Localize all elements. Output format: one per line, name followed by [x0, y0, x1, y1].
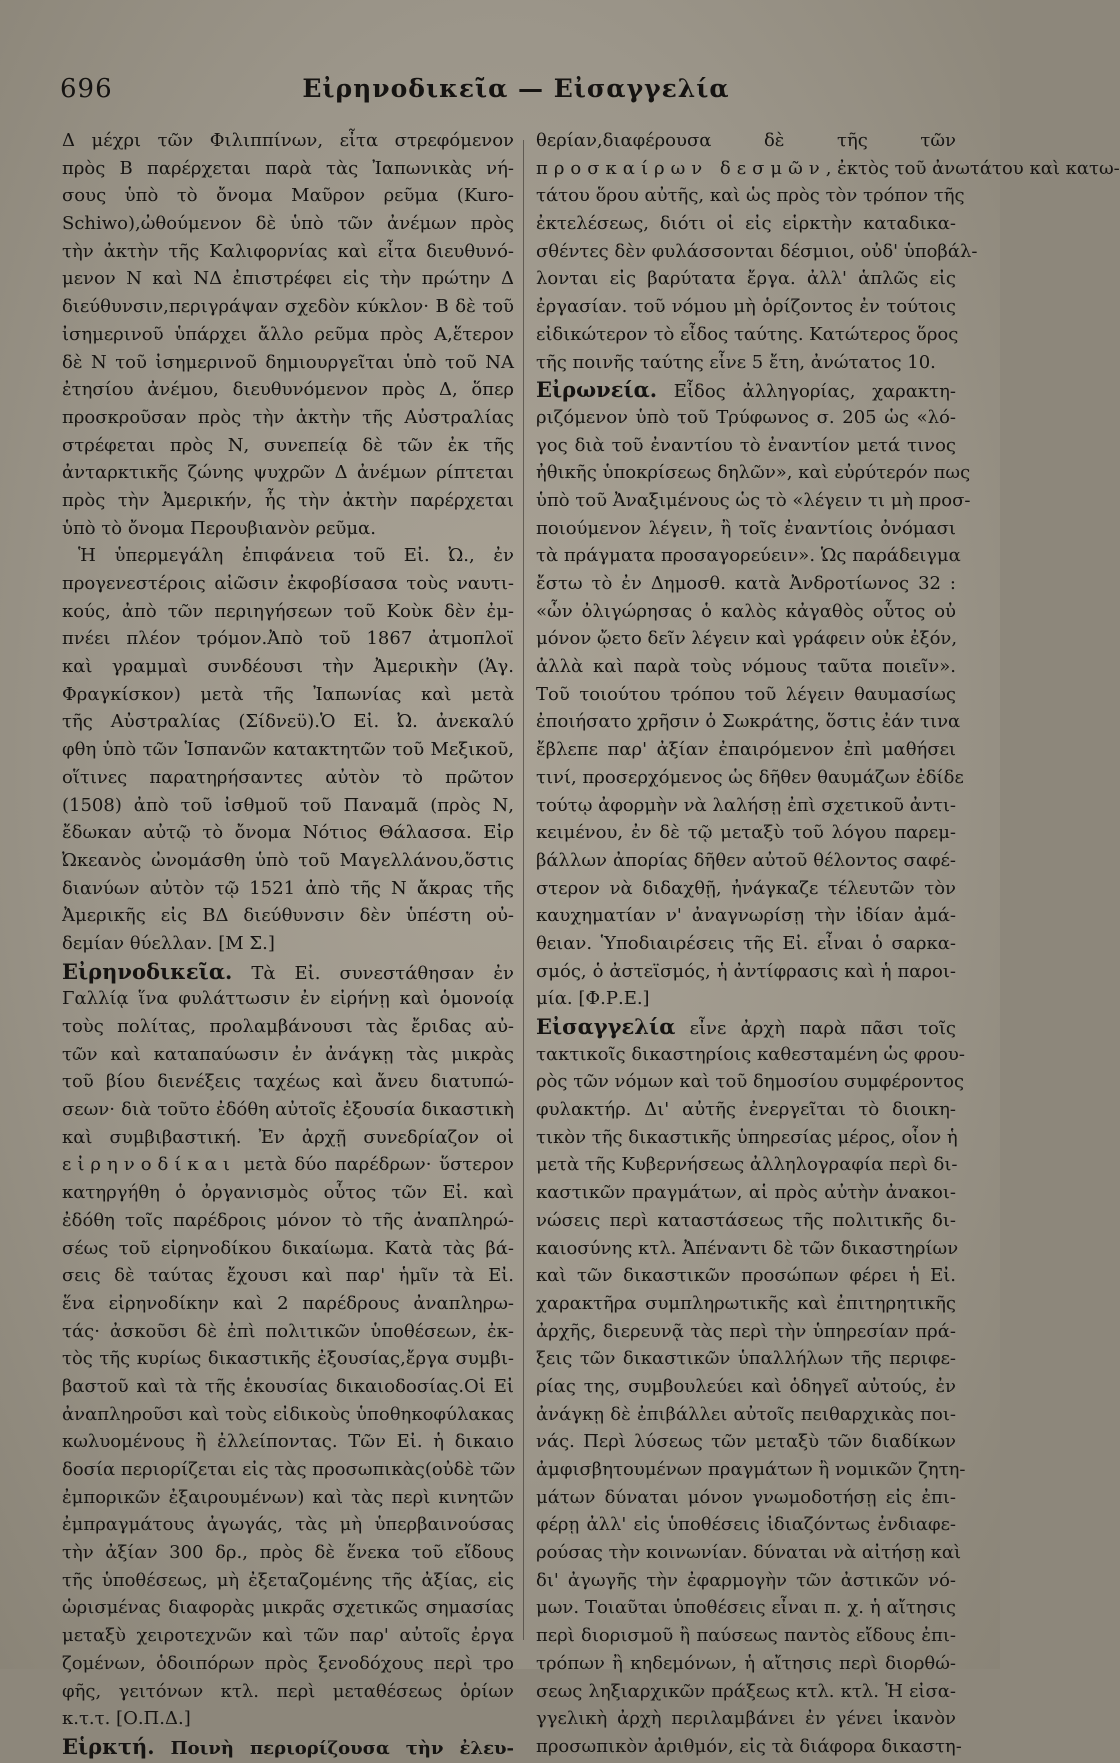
- line-text: Τὰ Εἰ. συνεστάθησαν ἐν: [232, 962, 514, 984]
- text-line: [536, 1678, 956, 1706]
- line-text: χαρακτῆρα συμπληρωτικῆς καὶ ἐπιτηρητικῆς: [536, 1292, 956, 1314]
- text-line: [62, 238, 514, 266]
- text-line: [62, 376, 514, 404]
- text-line: [62, 542, 514, 570]
- line-text: ὡρισμένας διαφορὰς μικρᾶς σχετικῶς σημασίας: [62, 1597, 514, 1619]
- text-line: [536, 1401, 956, 1429]
- line-text: βάλλων ἀπορίας δῆθεν αὐτοῦ θέλοντος σαφέ-: [536, 849, 956, 871]
- line-text: τῆς Αὐστραλίας (Σίδνεϋ).Ὁ Εἰ. Ὠ. ἀνεκαλύ: [62, 711, 514, 733]
- text-line: [536, 349, 956, 377]
- text-line: [536, 265, 956, 293]
- page-number: 696: [60, 74, 113, 104]
- line-text: καυχηματίαν ν' ἀναγνωρίσῃ τὴν ἰδίαν ἀμά-: [536, 905, 956, 927]
- line-text: τρόπων ἢ κηδεμόνων, ἡ αἴτησις περὶ διορθώ-: [536, 1652, 956, 1674]
- line-text: Δ μέχρι τῶν Φιλιππίνων, εἶτα στρεφόμενον: [62, 130, 514, 151]
- line-text: εἰδικώτερον τὸ εἶδος ταύτης. Κατώτερος ὅρος: [536, 323, 959, 345]
- line-text: δὲ Ν τοῦ ἰσημερινοῦ δημιουργεῖται ὑπὸ τοῦ ΝΑ: [62, 351, 514, 373]
- entry-headword: Εἰρωνεία.: [536, 377, 658, 403]
- line-text: τῆς ὑποθέσεως, μὴ ἐξεταζομένης τῆς ἀξίας, εἰς: [62, 1569, 514, 1591]
- text-line: [536, 1207, 956, 1235]
- line-text: προσκροῦσαν πρὸς τὴν ἀκτὴν τῆς Αὐστραλίας: [62, 406, 514, 428]
- line-text: ζομένων, ὁδοιπόρων πρὸς ξενοδόχους περὶ τρο: [62, 1652, 514, 1674]
- line-text: ἔδωκαν αὐτῷ τὸ ὄνομα Νότιος Θάλασσα. Εἰρ: [62, 822, 514, 844]
- line-text: κ.τ.τ. [Ο.Π.Δ.]: [62, 1708, 191, 1730]
- line-text: κούς, ἀπὸ τῶν περιηγήσεων τοῦ Κοὺκ δὲν ἐμ-: [62, 600, 514, 622]
- line-text: σθέντες δὲν φυλάσσονται δέσμιοι, οὐδ' ὑποβάλ-: [536, 240, 978, 262]
- text-line: [62, 182, 514, 210]
- text-line: [62, 432, 514, 460]
- line-text: στερον νὰ διδαχθῇ, ἠνάγκαζε τέλευτῶν τὸν: [536, 877, 956, 899]
- line-text: τάτου ὅρου αὐτῆς, καὶ ὡς πρὸς τὸν τρόπον τῆς: [536, 185, 965, 207]
- line-text: μετὰ τῆς Κυβερνήσεως ἀλληλογραφία περὶ δι-: [536, 1154, 958, 1176]
- text-line: [536, 681, 956, 709]
- text-line: [536, 875, 956, 903]
- text-line: [62, 321, 514, 349]
- line-text: ξεις τῶν δικαστικῶν ὑπαλλήλων τῆς περιφε-: [536, 1348, 956, 1370]
- line-text: σμός, ὁ ἀστεϊσμός, ἡ ἀντίφρασις καὶ ἡ παροι-: [536, 960, 956, 982]
- line-text: μετὰ δύο παρέδρων· ὕστερον: [235, 1154, 514, 1176]
- line-text: κατηργήθη ὁ ὀργανισμὸς οὗτος τῶν Εἰ. καὶ: [62, 1182, 514, 1204]
- text-line: [62, 349, 514, 377]
- line-text: ἐκτελέσεως, διότι οἱ εἰς εἱρκτὴν καταδικα-: [536, 213, 956, 235]
- text-line: [536, 321, 959, 349]
- line-text: τὴν ἀξίαν 300 δρ., πρὸς δὲ ἕνεκα τοῦ εἴδους: [62, 1542, 514, 1564]
- text-line: [536, 902, 956, 930]
- text-line: [536, 1594, 956, 1622]
- line-text: Εἶδος ἀλληγορίας, χαρακτη-: [657, 381, 956, 403]
- line-text: καὶ γραμμαὶ συνδέουσι τὴν Ἀμερικὴν (Ἁγ.: [62, 656, 514, 678]
- line-text: ἕνα εἰρηνοδίκην καὶ 2 παρέδρους ἀναπληρω-: [62, 1292, 514, 1314]
- text-line: [536, 1373, 956, 1401]
- line-text: θερίαν,διαφέρουσα δὲ τῆς τῶν: [536, 130, 956, 151]
- left-column: [62, 127, 516, 1759]
- text-line: [62, 653, 514, 681]
- line-text: θειαν. Ὑποδιαιρέσεις τῆς Εἰ. εἶναι ὁ σαρκα-: [536, 932, 956, 954]
- line-text: σεων· διὰ τοῦτο ἐδόθη αὐτοῖς ἐξουσία δικαστικὴ: [62, 1099, 514, 1121]
- text-line: [536, 182, 965, 210]
- text-line: [536, 708, 961, 736]
- text-line: [62, 1484, 514, 1512]
- text-line: [62, 708, 514, 736]
- text-line: [536, 1179, 956, 1207]
- line-text: τινί, προσερχόμενος ὡς δῆθεν θαυμάζων ἐδίδε: [536, 766, 964, 788]
- line-text: ρίας της, συμβουλεύει καὶ ὁδηγεῖ αὐτούς, ἐν: [536, 1375, 956, 1397]
- line-text: γος διὰ τοῦ ἐναντίου τὸ ἐναντίον μετά τινος: [536, 434, 956, 456]
- line-text: ἐδόθη τοῖς παρέδροις μόνον τὸ τῆς ἀναπληρώ-: [62, 1209, 514, 1231]
- text-line: [62, 1262, 514, 1290]
- text-line: [536, 1041, 965, 1069]
- line-text: τῆς ποινῆς ταύτης εἶνε 5 ἔτη, ἀνώτατος 10.: [536, 351, 936, 373]
- text-line: [536, 1068, 965, 1096]
- line-text: τοῦ βίου διενέξεις ταχέως καὶ ἄνευ διατυπώ-: [62, 1071, 514, 1093]
- column-divider: [523, 140, 524, 1640]
- text-line: [62, 293, 514, 321]
- line-text: δεμίαν θύελλαν. [Μ Σ.]: [62, 932, 275, 954]
- line-text: κειμένου, ἐν δὲ τῷ μεταξὺ τοῦ λόγου παρεμ-: [536, 822, 956, 844]
- line-text: εἶνε ἀρχὴ παρὰ πᾶσι τοῖς: [675, 1018, 956, 1039]
- text-line: [536, 1484, 956, 1512]
- text-line: [62, 1733, 514, 1761]
- text-line: [536, 1650, 956, 1678]
- line-text: τικὸν τῆς δικαστικῆς ὑπηρεσίας μέρος, οἷον ἡ: [536, 1126, 958, 1148]
- line-text: τὸς τῆς κυρίως δικαστικῆς ἐξουσίας,ἔργα συμβι-: [62, 1348, 514, 1370]
- line-text: γγελικὴ ἀρχὴ περιλαμβάνει ἐν γένει ἱκανὸν: [536, 1708, 956, 1730]
- text-line: [62, 1290, 514, 1318]
- line-text: ἠθικῆς ὑποκρίσεως δηλῶν», καὶ εὐρύτερόν πως: [536, 462, 971, 484]
- text-line: [536, 210, 956, 238]
- line-text: τοὺς πολίτας, προλαμβάνουσι τὰς ἔριδας αὐ-: [62, 1016, 514, 1037]
- line-text: οἵτινες παρατηρήσαντες αὐτὸν τὸ πρῶτον: [62, 766, 514, 788]
- line-text: μεταξὺ χειροτεχνῶν καὶ τῶν παρ' αὐτοῖς ἐργα: [62, 1625, 514, 1647]
- text-line: [62, 1013, 514, 1041]
- text-line: [62, 736, 514, 764]
- line-text: σους ὑπὸ τὸ ὄνομα Μαῦρον ρεῦμα (Kuro-: [62, 185, 514, 207]
- text-line: [536, 930, 956, 958]
- line-text: τάς· ἀσκοῦσι δὲ ἐπὶ πολιτικῶν ὑποθέσεων, ἐκ-: [62, 1320, 514, 1342]
- text-line: [536, 432, 956, 460]
- line-text: τῶν καὶ καταπαύωσιν ἐν ἀνάγκῃ τὰς μικρὰς: [62, 1043, 514, 1065]
- text-line: [62, 487, 514, 515]
- text-line: [536, 376, 956, 404]
- line-text: Ἡ ὑπερμεγάλη ἐπιφάνεια τοῦ Εἰ. Ὠ., ἐν: [78, 545, 514, 567]
- line-text: , ἐκτὸς τοῦ ἀνωτάτου καὶ κατω-: [825, 157, 1120, 179]
- line-text: ἀναπληροῦσι καὶ τοὺς εἰδικοὺς ὑποθηκοφύλακας: [62, 1403, 514, 1425]
- text-line: [536, 515, 956, 543]
- line-text: μία. [Φ.Ρ.Ε.]: [536, 988, 650, 1010]
- text-line: [62, 265, 514, 293]
- line-text: καὶ τῶν δικαστικῶν προσώπων φέρει ἡ Εἰ.: [536, 1265, 956, 1287]
- line-text: καστικῶν πραγμάτων, αἱ πρὸς αὐτὴν ἀνακοι-: [536, 1182, 956, 1204]
- text-line: [536, 1705, 956, 1733]
- text-line: [536, 1096, 956, 1124]
- line-text: Schiwo),ὠθούμενον δὲ ὑπὸ τῶν ἀνέμων πρὸς: [62, 213, 514, 235]
- line-text: πρὸς Β παρέρχεται παρὰ τὰς Ἰαπωνικὰς νή-: [62, 157, 514, 179]
- line-text: τακτικοῖς δικαστηρίοις καθεσταμένη ὡς φρου-: [536, 1043, 965, 1065]
- text-line: [536, 598, 956, 626]
- line-text: μόνον ᾤετο δεῖν λέγειν καὶ γράφειν οὐκ ἐξόν,: [536, 628, 958, 650]
- line-text: καὶ συμβιβαστική. Ἐν ἀρχῇ συνεδρίαζον οἱ: [62, 1126, 514, 1148]
- line-text: μενον Ν καὶ ΝΔ ἐπιστρέφει εἰς τὴν πρώτην Δ: [62, 268, 514, 290]
- text-line: [62, 930, 514, 958]
- text-line: [62, 819, 514, 847]
- text-line: [62, 404, 514, 432]
- line-text: ἐποιήσατο χρῆσιν ὁ Σωκράτης, ὅστις ἐάν τινα: [536, 711, 961, 733]
- text-line: [536, 819, 956, 847]
- line-text: νώσεις περὶ καταστάσεως τῆς πολιτικῆς δι-: [536, 1209, 956, 1231]
- line-text: Γαλλίᾳ ἵνα φυλάττωσιν ἐν εἰρήνῃ καὶ ὁμονοίᾳ: [62, 988, 514, 1010]
- text-line: [62, 1594, 514, 1622]
- text-line: [536, 764, 964, 792]
- line-text: φέρῃ ἀλλ' εἰς ὑποθέσεις ἰδιαζόντως ἐνδιαφε-: [536, 1514, 956, 1536]
- text-line: [62, 570, 514, 598]
- line-text: καιοσύνης κτλ. Ἀπέναντι δὲ τῶν δικαστηρίων: [536, 1237, 959, 1259]
- line-text: ἐμπορικῶν ἐξαιρουμένων) καὶ τὰς περὶ κινητῶν: [62, 1486, 514, 1508]
- text-line: [536, 1262, 956, 1290]
- text-line: [536, 847, 956, 875]
- text-line: [62, 1456, 514, 1484]
- text-line: [62, 1124, 514, 1152]
- line-text: Ποινὴ περιορίζουσα τὴν ἐλευ-: [154, 1737, 514, 1759]
- line-text: ριζόμενον ὑπὸ τοῦ Τρύφωνος σ. 205 ὡς «λό-: [536, 406, 956, 428]
- line-text: βαστοῦ καὶ τὰ τῆς ἑκουσίας δικαιοδοσίας.Οἱ Εἰ: [62, 1375, 514, 1397]
- text-line: [536, 736, 956, 764]
- spaced-text: εἰρηνοδίκαι: [62, 1154, 236, 1176]
- text-line: [62, 1705, 514, 1733]
- spaced-text: προσκαίρων δεσμῶν: [536, 157, 826, 179]
- line-text: σεως ληξιαρχικῶν πράξεως κτλ. κτλ. Ἡ εἰσα-: [536, 1680, 956, 1702]
- line-text: ἀρχῆς, διερευνᾷ τὰς περὶ τὴν ὑπηρεσίαν πρά-: [536, 1320, 956, 1342]
- line-text: ποιούμενον λέγειν, ἢ τοῖς ἐναντίοις ὀνόμασι: [536, 517, 956, 539]
- text-line: [536, 958, 956, 986]
- text-line: [536, 625, 956, 653]
- text-line: [62, 1511, 514, 1539]
- line-text: ἔστω τὸ ἐν Δημοσθ. κατὰ Ἀνδροτίωνος 32 :: [536, 573, 956, 594]
- line-text: Ὠκεανὸς ὠνομάσθη ὑπὸ τοῦ Μαγελλάνου,ὅστις: [62, 849, 514, 871]
- text-line: [536, 1622, 956, 1650]
- line-text: ἰσημερινοῦ ὑπάρχει ἄλλο ρεῦμα πρὸς Α,ἕτερον: [62, 323, 514, 345]
- text-line: [62, 958, 514, 986]
- line-text: Ἀμερικῆς εἰς ΒΔ διεύθυνσιν δὲν ὑπέστη οὐ-: [62, 905, 514, 927]
- line-text: διεύθυνσιν,περιγράψαν σχεδὸν κύκλον· Β δὲ τοῦ: [62, 296, 514, 318]
- text-line: [536, 1151, 956, 1179]
- text-line: [536, 459, 971, 487]
- line-text: ἀνάγκῃ δὲ ἐπιβάλλει αὐτοῖς πειθαρχικὰς ποι-: [536, 1403, 956, 1425]
- text-line: [62, 1235, 514, 1263]
- text-line: [62, 792, 514, 820]
- text-line: [536, 1733, 962, 1761]
- line-text: ρὸς τῶν νόμων καὶ τοῦ δημοσίου συμφέροντος: [536, 1071, 965, 1093]
- line-text: μων. Τοιαῦται ὑποθέσεις εἶναι π. χ. ἡ αἴτησις: [536, 1597, 956, 1619]
- right-column: [536, 127, 1120, 1757]
- text-line: [62, 1151, 514, 1179]
- line-text: ἀνταρκτικῆς ζώνης ψυχρῶν Δ ἀνέμων ρίπτεται: [62, 462, 514, 484]
- text-line: [62, 1345, 514, 1373]
- text-line: [62, 210, 514, 238]
- line-text: διανύων αὐτὸν τῷ 1521 ἀπὸ τῆς Ν ἄκρας τῆς: [62, 877, 514, 899]
- text-line: [536, 1013, 956, 1041]
- text-line: [536, 127, 956, 155]
- text-line: [536, 570, 956, 598]
- text-line: [536, 1318, 956, 1346]
- text-line: [536, 487, 971, 515]
- text-line: [62, 1068, 514, 1096]
- text-line: [536, 1567, 956, 1595]
- line-text: Τοῦ τοιούτου τρόπου τοῦ λέγειν θαυμασίως: [536, 683, 956, 705]
- line-text: ἐτησίου ἀνέμου, διευθυνόμενον πρὸς Δ, ὅπερ: [62, 379, 514, 401]
- text-line: [62, 1179, 514, 1207]
- text-line: [536, 155, 1120, 183]
- line-text: ἐργασίαν. τοῦ νόμου μὴ ὁρίζοντος ἐν τούτοις: [536, 296, 956, 318]
- line-text: ἀλλὰ καὶ παρὰ τοὺς νόμους ταῦτα ποιεῖν».: [536, 656, 956, 678]
- entry-headword: Εἰρηνοδικεῖα.: [62, 958, 233, 984]
- text-line: [62, 875, 514, 903]
- entry-headword: Εἱρκτή.: [62, 1733, 155, 1759]
- text-line: [536, 1235, 959, 1263]
- text-line: [536, 792, 956, 820]
- text-line: [536, 293, 956, 321]
- line-text: τὴν ἀκτὴν τῆς Καλιφορνίας καὶ εἶτα διευθυνό-: [62, 240, 514, 262]
- line-text: φυλακτήρ. Δι' αὐτῆς ἐνεργεῖται τὸ διοικη-: [536, 1099, 956, 1121]
- running-title: Εἰρηνοδικεῖα — Εἰσαγγελία: [302, 74, 730, 103]
- line-text: στρέφεται πρὸς Ν, συνεπείᾳ δὲ τῶν ἐκ τῆς: [62, 434, 514, 456]
- text-line: [62, 847, 514, 875]
- text-line: [62, 1373, 514, 1401]
- line-text: ρούσας τὴν κοινωνίαν. δύναται νὰ αἰτήσῃ καὶ: [536, 1542, 962, 1564]
- line-text: πνέει πλέον τρόμον.Ἀπὸ τοῦ 1867 ἀτμοπλοϊ: [62, 628, 514, 650]
- text-line: [536, 653, 956, 681]
- line-text: σεις δὲ ταύτας ἔχουσι καὶ παρ' ἡμῖν τὰ Εἰ.: [62, 1265, 514, 1287]
- text-line: [62, 515, 514, 543]
- text-line: [62, 902, 514, 930]
- line-text: ὑπὸ τὸ ὄνομα Περουβιανὸν ρεῦμα.: [62, 517, 376, 539]
- text-line: [62, 1650, 514, 1678]
- line-text: ἐμπραγμάτους ἀγωγάς, τὰς μὴ ὑπερβαινούσας: [62, 1514, 514, 1536]
- line-text: ἀμφισβητουμένων πραγμάτων ἢ νομικῶν ζητη-: [536, 1459, 966, 1480]
- line-text: (1508) ἀπὸ τοῦ ἰσθμοῦ τοῦ Παναμᾶ (πρὸς Ν,: [62, 794, 514, 816]
- text-line: [62, 1539, 514, 1567]
- line-text: Φραγκίσκον) μετὰ τῆς Ἰαπωνίας καὶ μετὰ: [62, 683, 514, 705]
- text-line: [536, 542, 961, 570]
- text-line: [62, 681, 514, 709]
- text-line: [536, 1511, 956, 1539]
- page-header: [60, 74, 972, 118]
- text-line: [62, 1428, 514, 1456]
- line-text: δοσία περιορίζεται εἰς τὰς προσωπικὰς(οὐδὲ τῶν: [62, 1459, 516, 1480]
- line-text: κωλυομένους ἢ ἐλλείποντας. Τῶν Εἰ. ἡ δικαιο: [62, 1431, 514, 1453]
- text-line: [62, 1041, 514, 1069]
- line-text: μάτων δύναται μόνον γνωμοδοτήσῃ εἰς ἐπι-: [536, 1486, 956, 1508]
- line-text: φθη ὑπὸ τῶν Ἱσπανῶν κατακτητῶν τοῦ Μεξικοῦ,: [62, 739, 514, 761]
- line-text: «ὧν ὀλιγώρησας ὁ καλὸς κἀγαθὸς οὗτος οὐ: [536, 600, 956, 622]
- text-line: [62, 127, 514, 155]
- line-text: περὶ διορισμοῦ ἢ παύσεως παντὸς εἴδους ἐπι-: [536, 1625, 956, 1647]
- text-line: [536, 238, 978, 266]
- text-line: [536, 985, 956, 1013]
- text-line: [536, 404, 956, 432]
- line-text: ἔβλεπε παρ' ἀξίαν ἐπαιρόμενον ἐπὶ μαθήσει: [536, 739, 956, 761]
- text-line: [536, 1345, 956, 1373]
- line-text: πρὸς τὴν Ἀμερικήν, ἧς τὴν ἀκτὴν παρέρχεται: [62, 489, 514, 511]
- text-line: [62, 459, 514, 487]
- text-line: [62, 1401, 514, 1429]
- text-line: [62, 598, 514, 626]
- text-line: [62, 1207, 514, 1235]
- text-line: [62, 1096, 514, 1124]
- text-line: [536, 1124, 956, 1152]
- entry-headword: Εἰσαγγελία: [536, 1014, 676, 1039]
- line-text: λονται εἰς βαρύτατα ἔργα. ἀλλ' ἁπλῶς εἰς: [536, 268, 956, 290]
- text-line: [536, 1456, 966, 1484]
- text-line: [62, 764, 514, 792]
- text-line: [536, 1539, 962, 1567]
- line-text: δι' ἀγωγῆς τὴν ἐφαρμογὴν τῶν ἀστικῶν νό-: [536, 1569, 956, 1591]
- text-line: [62, 1678, 514, 1706]
- text-line: [62, 1318, 514, 1346]
- line-text: τούτῳ ἀφορμὴν νὰ λαλήσῃ ἐπὶ σχετικοῦ ἀντι-: [536, 794, 956, 816]
- line-text: νάς. Περὶ λύσεως τῶν μεταξὺ τῶν διαδίκων: [536, 1431, 956, 1453]
- line-text: σέως τοῦ εἰρηνοδίκου δικαίωμα. Κατὰ τὰς βά-: [62, 1237, 514, 1259]
- text-line: [62, 625, 514, 653]
- text-line: [536, 1428, 956, 1456]
- line-text: φῆς, γειτόνων κτλ. περὶ μεταθέσεως ὁρίων: [62, 1680, 514, 1702]
- line-text: προγενεστέροις αἰῶσιν ἐκφοβίσασα τοὺς ναυτι-: [62, 573, 514, 594]
- text-line: [62, 1567, 514, 1595]
- text-line: [62, 1622, 514, 1650]
- line-text: προσωπικὸν ἀριθμόν, εἰς τὰ διάφορα δικαστη-: [536, 1735, 962, 1757]
- text-line: [536, 1290, 956, 1318]
- line-text: τὰ πράγματα προσαγορεύειν». Ὡς παράδειγμα: [536, 545, 961, 567]
- line-text: ὑπὸ τοῦ Ἀναξιμένους ὡς τὸ «λέγειν τι μὴ προσ-: [536, 489, 971, 511]
- text-line: [62, 155, 514, 183]
- text-line: [62, 985, 514, 1013]
